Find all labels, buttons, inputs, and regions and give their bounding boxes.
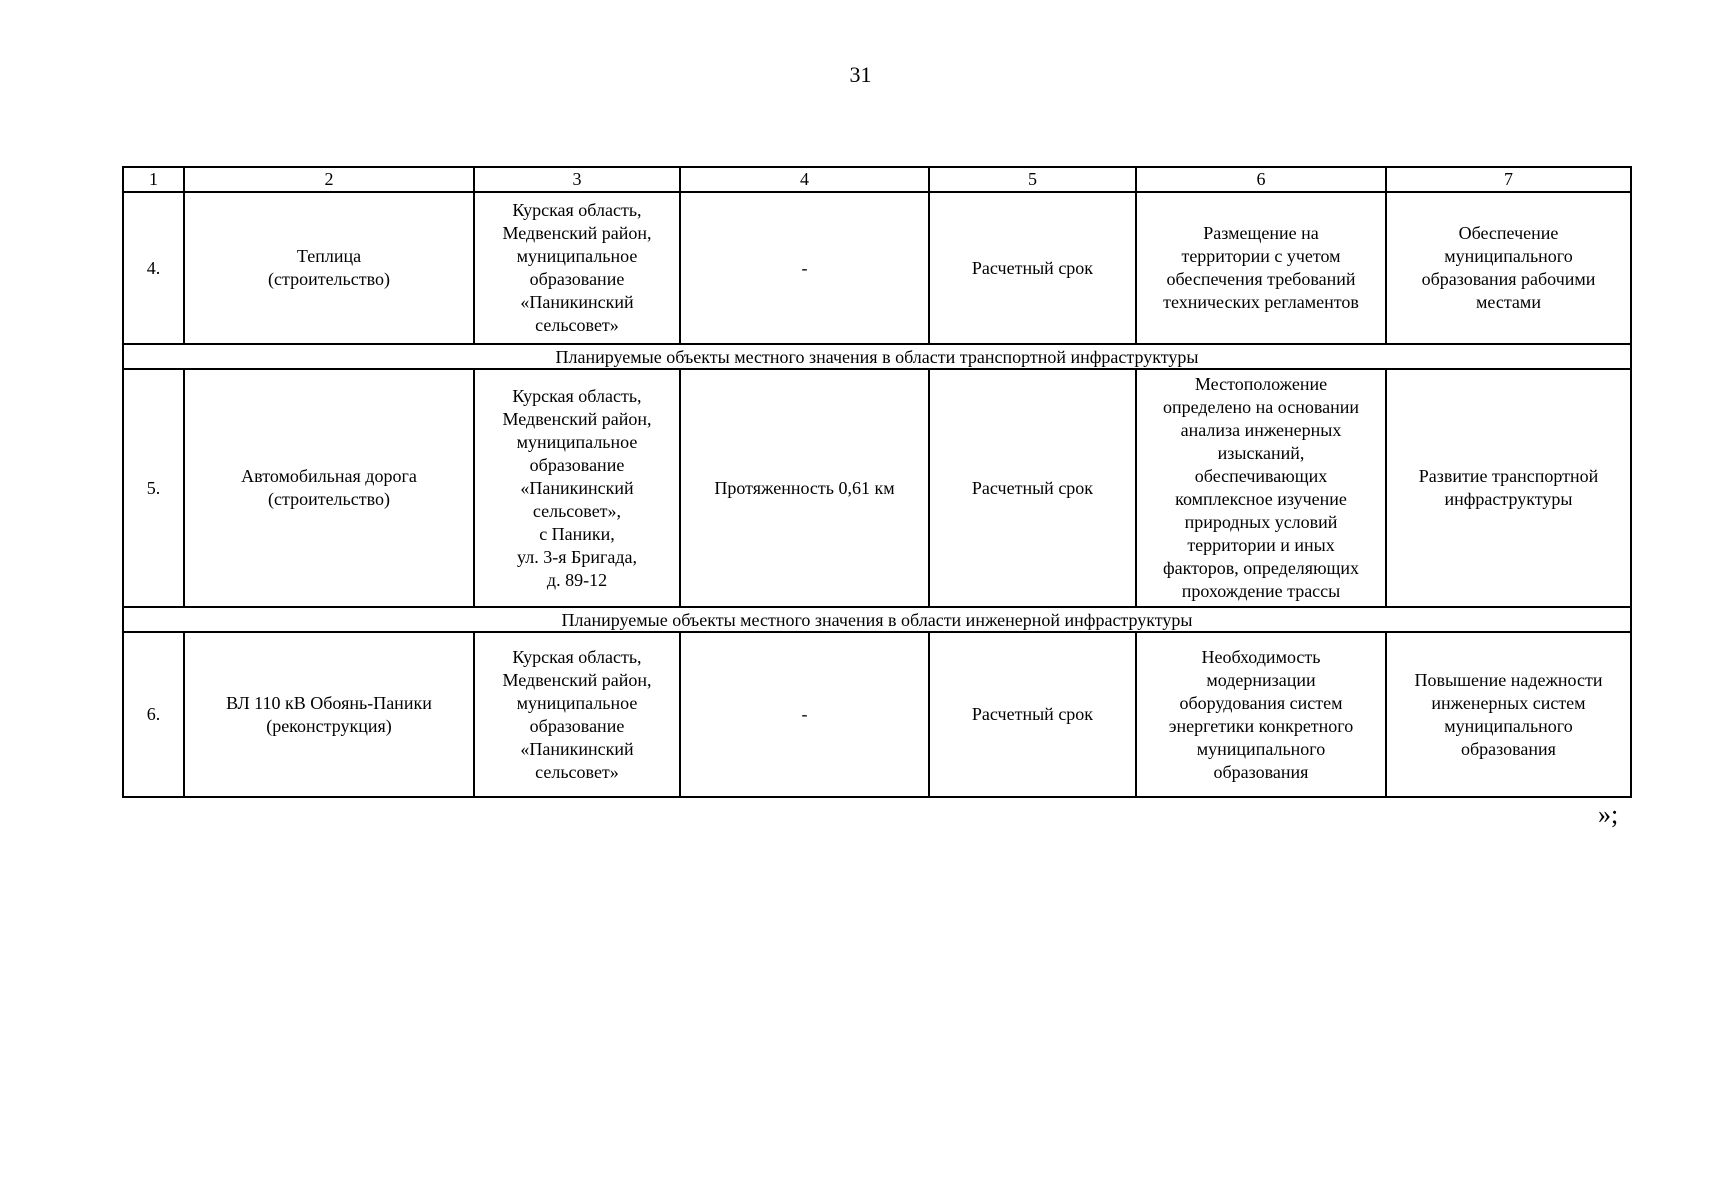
object-name: Автомобильная дорога (строительство) <box>184 369 474 607</box>
page-number: 31 <box>849 62 872 87</box>
placement-justification: Необходимость модернизации оборудования систем энергетики конкретного муниципального образования <box>1136 632 1386 797</box>
placement-justification: Местоположение определено на основании анализа инженерных изысканий, обеспечивающих комплексное изучение природных условий территории и иных факторов, определяющих прохождение трассы <box>1136 369 1386 607</box>
object-characteristics: Протяженность 0,61 км <box>680 369 929 607</box>
section-heading-engineering: Планируемые объекты местного значения в области инженерной инфраструктуры <box>123 607 1631 632</box>
implementation-term: Расчетный срок <box>929 192 1136 344</box>
object-characteristics: - <box>680 192 929 344</box>
column-header: 1 <box>123 167 184 192</box>
object-characteristics: - <box>680 632 929 797</box>
implementation-term: Расчетный срок <box>929 632 1136 797</box>
object-purpose: Обеспечение муниципального образования рабочими местами <box>1386 192 1631 344</box>
object-name: Теплица (строительство) <box>184 192 474 344</box>
implementation-term: Расчетный срок <box>929 369 1136 607</box>
object-location: Курская область, Медвенский район, муниципальное образование «Паникинский сельсовет» <box>474 192 680 344</box>
column-header: 7 <box>1386 167 1631 192</box>
column-header: 2 <box>184 167 474 192</box>
section-heading-row <box>123 607 1631 632</box>
row-number: 4. <box>123 192 184 344</box>
column-header: 6 <box>1136 167 1386 192</box>
column-header: 5 <box>929 167 1136 192</box>
section-heading-transport: Планируемые объекты местного значения в области транспортной инфраструктуры <box>123 344 1631 369</box>
column-header: 4 <box>680 167 929 192</box>
object-name: ВЛ 110 кВ Обоянь-Паники (реконструкция) <box>184 632 474 797</box>
column-header: 3 <box>474 167 680 192</box>
table-row <box>123 632 1631 797</box>
section-heading-row <box>123 344 1631 369</box>
row-number: 6. <box>123 632 184 797</box>
planned-objects-table <box>122 166 1632 798</box>
object-location: Курская область, Медвенский район, муниципальное образование «Паникинский сельсовет» <box>474 632 680 797</box>
row-number: 5. <box>123 369 184 607</box>
object-purpose: Развитие транспортной инфраструктуры <box>1386 369 1631 607</box>
closing-quote-mark: »; <box>1598 800 1619 829</box>
table-row <box>123 369 1631 607</box>
placement-justification: Размещение на территории с учетом обеспечения требований технических регламентов <box>1136 192 1386 344</box>
object-location: Курская область, Медвенский район, муниципальное образование «Паникинский сельсовет», с Паники, ул. 3-я Бригада, д. 89-12 <box>474 369 680 607</box>
object-purpose: Повышение надежности инженерных систем муниципального образования <box>1386 632 1631 797</box>
column-number-row <box>123 167 1631 192</box>
table-row <box>123 192 1631 344</box>
